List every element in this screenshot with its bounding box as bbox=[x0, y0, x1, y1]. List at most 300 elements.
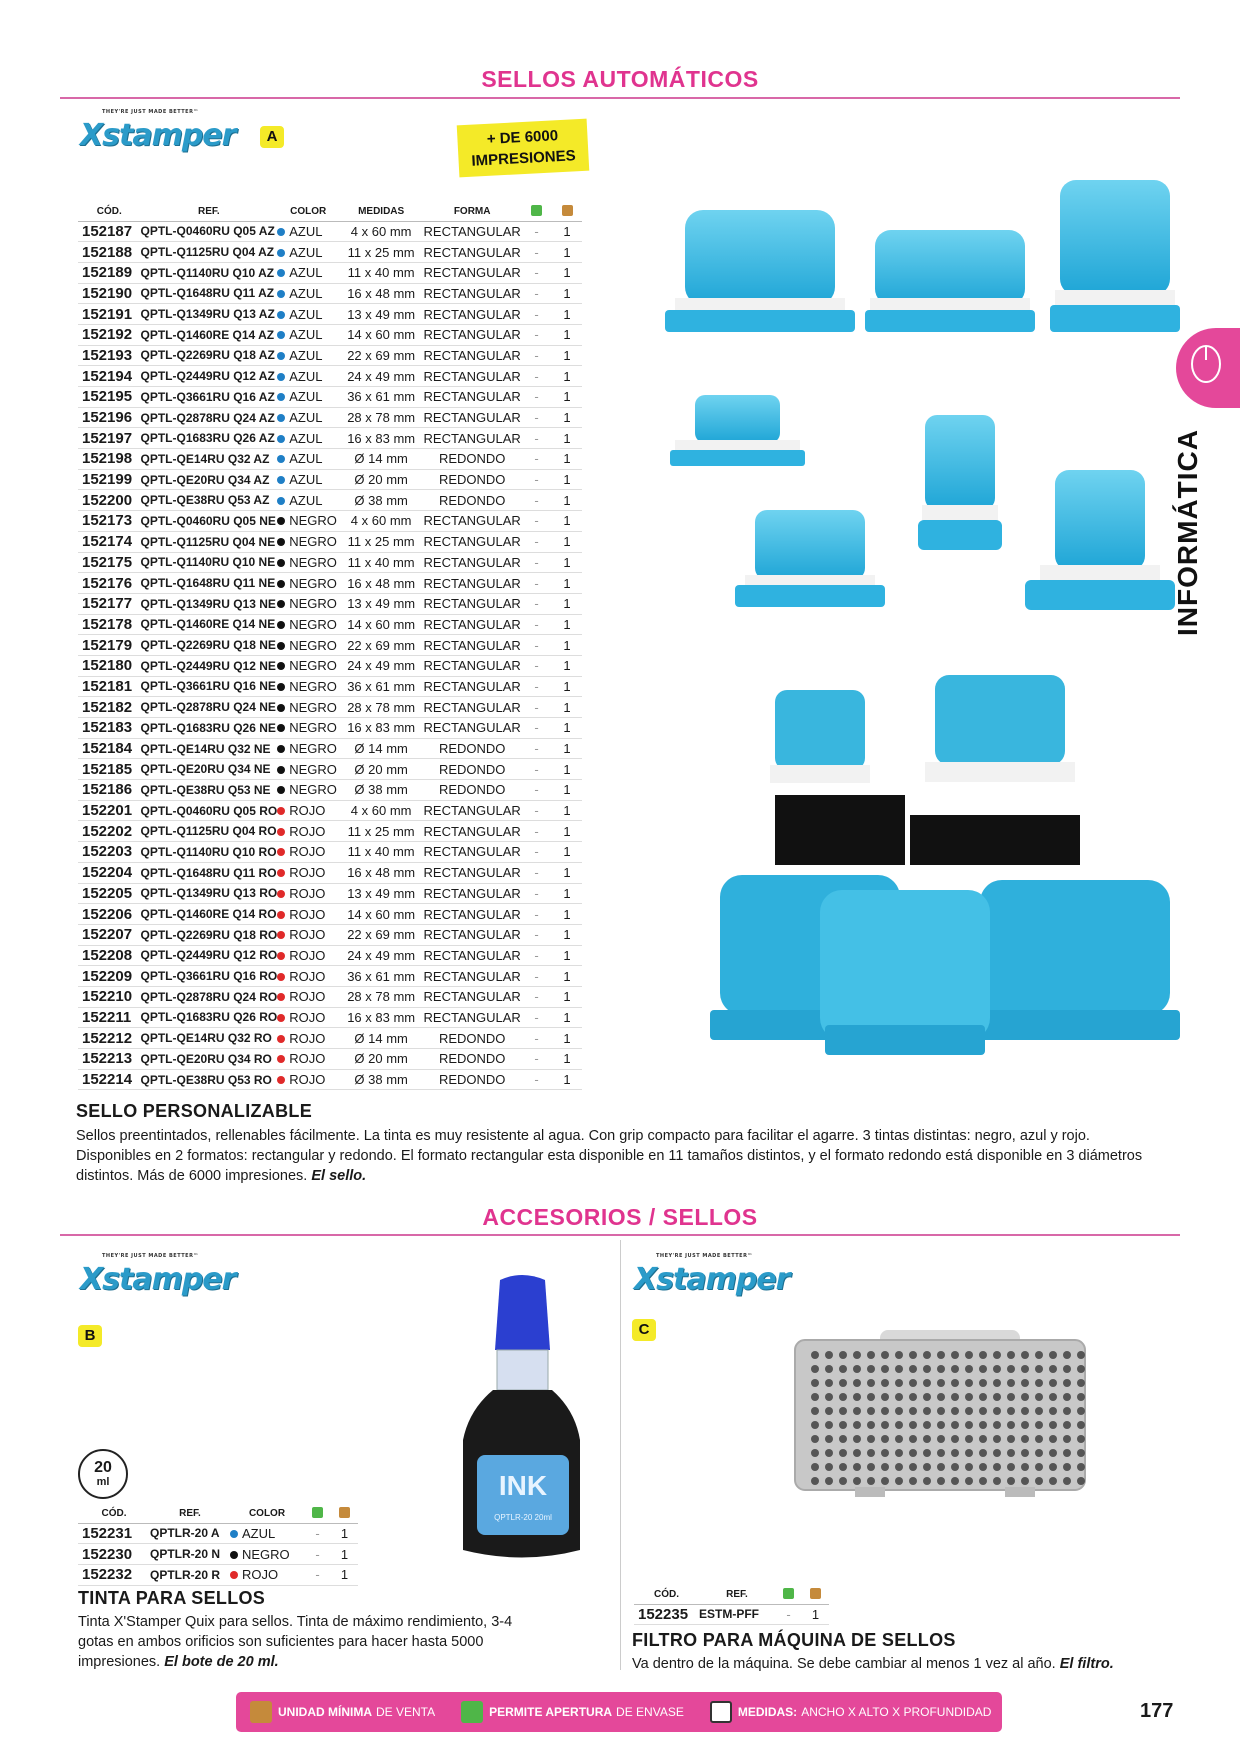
ref-cell: QPTL-Q1648RU Q11 NE bbox=[141, 573, 278, 594]
cod-cell: 152181 bbox=[78, 676, 141, 697]
legend-medidas: MEDIDAS: ANCHO X ALTO X PROFUNDIDAD bbox=[710, 1701, 992, 1723]
cod-cell: 152193 bbox=[78, 345, 141, 366]
apertura-cell: - bbox=[521, 1028, 552, 1049]
medidas-cell: 36 x 61 mm bbox=[339, 676, 423, 697]
cod-cell: 152208 bbox=[78, 945, 141, 966]
ref-cell: QPTLR-20 N bbox=[150, 1544, 230, 1565]
ref-cell: QPTL-QE38RU Q53 RO bbox=[141, 1069, 278, 1090]
forma-cell: RECTANGULAR bbox=[423, 531, 521, 552]
medidas-cell: Ø 14 mm bbox=[339, 1028, 423, 1049]
ref-cell: QPTL-Q1140RU Q10 NE bbox=[141, 552, 278, 573]
cod-cell: 152182 bbox=[78, 697, 141, 718]
cod-cell: 152195 bbox=[78, 387, 141, 408]
apertura-cell: - bbox=[521, 800, 552, 821]
apertura-cell: - bbox=[521, 531, 552, 552]
forma-cell: RECTANGULAR bbox=[423, 552, 521, 573]
ref-cell: QPTL-Q1683RU Q26 AZ bbox=[141, 428, 278, 449]
table-row bbox=[78, 490, 582, 511]
forma-cell: RECTANGULAR bbox=[423, 821, 521, 842]
tinta-table bbox=[78, 1505, 358, 1586]
tinta-description: Tinta X'Stamper Quix para sellos. Tinta de máximo rendimiento, 3-4 gotas en ambos orificios son suficientes para hacer hasta 5000 impresiones. El bote de 20 ml. bbox=[78, 1614, 513, 1670]
cod-cell: 152235 bbox=[634, 1604, 699, 1625]
forma-cell: RECTANGULAR bbox=[423, 862, 521, 883]
medidas-cell: Ø 14 mm bbox=[339, 738, 423, 759]
forma-cell: RECTANGULAR bbox=[423, 718, 521, 739]
table-row bbox=[78, 283, 582, 304]
unidad-cell: 1 bbox=[552, 221, 582, 242]
color-dot-icon bbox=[230, 1530, 238, 1538]
table-row bbox=[78, 573, 582, 594]
color-dot-icon bbox=[277, 1076, 285, 1084]
section-divider bbox=[60, 1234, 1180, 1236]
color-dot-icon bbox=[277, 869, 285, 877]
medidas-cell: 22 x 69 mm bbox=[339, 924, 423, 945]
forma-cell: RECTANGULAR bbox=[423, 573, 521, 594]
table-row bbox=[78, 1544, 358, 1565]
unidad-cell: 1 bbox=[552, 407, 582, 428]
table-row bbox=[78, 635, 582, 656]
filtro-title: FILTRO PARA MÁQUINA DE SELLOS bbox=[632, 1630, 956, 1650]
medidas-cell: Ø 38 mm bbox=[339, 1069, 423, 1090]
ref-cell: QPTL-Q1460RE Q14 RO bbox=[141, 904, 278, 925]
unidad-cell: 1 bbox=[552, 842, 582, 863]
forma-cell: REDONDO bbox=[423, 759, 521, 780]
color-dot-icon bbox=[277, 745, 285, 753]
color-dot-icon bbox=[277, 249, 285, 257]
col-header-ref: REF. bbox=[699, 1586, 775, 1604]
color-dot-icon bbox=[277, 352, 285, 360]
cod-cell: 152197 bbox=[78, 428, 141, 449]
forma-cell: RECTANGULAR bbox=[423, 904, 521, 925]
color-dot-icon bbox=[277, 455, 285, 463]
apertura-cell: - bbox=[521, 262, 552, 283]
color-cell: AZUL bbox=[277, 490, 339, 511]
box-icon bbox=[250, 1701, 272, 1723]
color-dot-icon bbox=[230, 1571, 238, 1579]
color-cell: AZUL bbox=[277, 242, 339, 263]
unidad-cell: 1 bbox=[552, 531, 582, 552]
medidas-cell: 16 x 48 mm bbox=[339, 283, 423, 304]
table-row bbox=[78, 862, 582, 883]
color-cell: AZUL bbox=[277, 324, 339, 345]
color-cell: ROJO bbox=[277, 800, 339, 821]
table-row bbox=[78, 449, 582, 470]
color-dot-icon bbox=[277, 497, 285, 505]
color-cell: ROJO bbox=[277, 924, 339, 945]
color-cell: NEGRO bbox=[230, 1544, 304, 1565]
ref-cell: QPTL-Q1349RU Q13 RO bbox=[141, 883, 278, 904]
table-row bbox=[78, 262, 582, 283]
color-cell: NEGRO bbox=[277, 718, 339, 739]
medidas-cell: 11 x 40 mm bbox=[339, 842, 423, 863]
unidad-cell: 1 bbox=[552, 552, 582, 573]
medidas-cell: 4 x 60 mm bbox=[339, 221, 423, 242]
col-header-color: COLOR bbox=[277, 203, 339, 221]
forma-cell: REDONDO bbox=[423, 1049, 521, 1070]
tinta-title: TINTA PARA SELLOS bbox=[78, 1588, 266, 1608]
cod-cell: 152180 bbox=[78, 655, 141, 676]
unidad-cell: 1 bbox=[552, 759, 582, 780]
medidas-cell: 16 x 83 mm bbox=[339, 428, 423, 449]
cod-cell: 152178 bbox=[78, 614, 141, 635]
promo-badge: + DE 6000 IMPRESIONES bbox=[457, 119, 590, 178]
forma-cell: RECTANGULAR bbox=[423, 221, 521, 242]
table-row bbox=[78, 986, 582, 1007]
ref-cell: QPTLR-20 R bbox=[150, 1564, 230, 1585]
unidad-cell: 1 bbox=[331, 1564, 358, 1585]
table-row bbox=[78, 345, 582, 366]
col-header-ref: REF. bbox=[141, 203, 278, 221]
forma-cell: REDONDO bbox=[423, 780, 521, 801]
color-dot-icon bbox=[277, 931, 285, 939]
color-cell: AZUL bbox=[277, 345, 339, 366]
cod-cell: 152188 bbox=[78, 242, 141, 263]
apertura-cell: - bbox=[521, 345, 552, 366]
xstamper-logo: THEY'RE JUST MADE BETTER™ Xstamper bbox=[634, 1253, 790, 1297]
cod-cell: 152204 bbox=[78, 862, 141, 883]
unidad-cell: 1 bbox=[802, 1604, 829, 1625]
unidad-cell: 1 bbox=[552, 511, 582, 532]
apertura-cell: - bbox=[521, 718, 552, 739]
unidad-cell: 1 bbox=[552, 697, 582, 718]
medidas-cell: 11 x 25 mm bbox=[339, 531, 423, 552]
table-row bbox=[78, 738, 582, 759]
cod-cell: 152173 bbox=[78, 511, 141, 532]
unidad-cell: 1 bbox=[552, 242, 582, 263]
apertura-cell: - bbox=[521, 324, 552, 345]
medidas-cell: 24 x 49 mm bbox=[339, 655, 423, 676]
color-dot-icon bbox=[277, 414, 285, 422]
medidas-cell: 36 x 61 mm bbox=[339, 387, 423, 408]
ref-cell: QPTL-Q0460RU Q05 NE bbox=[141, 511, 278, 532]
measure-icon bbox=[710, 1701, 732, 1723]
unidad-cell: 1 bbox=[552, 800, 582, 821]
unidad-cell: 1 bbox=[552, 862, 582, 883]
unidad-cell: 1 bbox=[552, 883, 582, 904]
legend-unidad-minima: UNIDAD MÍNIMA DE VENTA bbox=[250, 1701, 435, 1723]
ink-bottle-image bbox=[455, 1270, 590, 1560]
stamps-product-image bbox=[660, 170, 1180, 630]
filter-image bbox=[790, 1325, 1090, 1505]
unidad-cell: 1 bbox=[552, 428, 582, 449]
apertura-cell: - bbox=[521, 614, 552, 635]
permite-apertura-icon bbox=[775, 1586, 802, 1604]
cod-cell: 152200 bbox=[78, 490, 141, 511]
medidas-cell: 11 x 25 mm bbox=[339, 242, 423, 263]
ref-cell: QPTL-QE20RU Q34 RO bbox=[141, 1049, 278, 1070]
sellos-table bbox=[78, 203, 582, 1090]
col-header-cod: CÓD. bbox=[634, 1586, 699, 1604]
color-dot-icon bbox=[277, 973, 285, 981]
apertura-cell: - bbox=[521, 511, 552, 532]
col-header-cod: CÓD. bbox=[78, 1505, 150, 1523]
col-header-forma: FORMA bbox=[423, 203, 521, 221]
unidad-minima-icon bbox=[331, 1505, 358, 1523]
table-row bbox=[78, 945, 582, 966]
unidad-minima-icon bbox=[802, 1586, 829, 1604]
apertura-cell: - bbox=[521, 221, 552, 242]
forma-cell: RECTANGULAR bbox=[423, 283, 521, 304]
ref-cell: QPTL-QE14RU Q32 AZ bbox=[141, 449, 278, 470]
permite-apertura-icon bbox=[521, 203, 552, 221]
unidad-cell: 1 bbox=[552, 304, 582, 325]
color-dot-icon bbox=[277, 993, 285, 1001]
apertura-cell: - bbox=[521, 490, 552, 511]
cod-cell: 152184 bbox=[78, 738, 141, 759]
cod-cell: 152183 bbox=[78, 718, 141, 739]
unidad-cell: 1 bbox=[552, 655, 582, 676]
medidas-cell: 13 x 49 mm bbox=[339, 883, 423, 904]
color-dot-icon bbox=[277, 1055, 285, 1063]
unidad-cell: 1 bbox=[552, 986, 582, 1007]
forma-cell: RECTANGULAR bbox=[423, 511, 521, 532]
color-dot-icon bbox=[277, 890, 285, 898]
forma-cell: RECTANGULAR bbox=[423, 676, 521, 697]
cod-cell: 152191 bbox=[78, 304, 141, 325]
stamps-group-photo bbox=[700, 665, 1180, 1065]
unidad-cell: 1 bbox=[552, 324, 582, 345]
unidad-cell: 1 bbox=[552, 469, 582, 490]
table-row bbox=[78, 676, 582, 697]
unidad-cell: 1 bbox=[331, 1523, 358, 1544]
color-dot-icon bbox=[277, 228, 285, 236]
cod-cell: 152205 bbox=[78, 883, 141, 904]
table-row bbox=[78, 511, 582, 532]
bottle-label: INK bbox=[498, 1470, 548, 1501]
forma-cell: RECTANGULAR bbox=[423, 387, 521, 408]
cod-cell: 152199 bbox=[78, 469, 141, 490]
ref-cell: QPTL-Q1648RU Q11 AZ bbox=[141, 283, 278, 304]
table-row bbox=[78, 821, 582, 842]
apertura-cell: - bbox=[521, 862, 552, 883]
ref-cell: QPTL-Q1349RU Q13 NE bbox=[141, 593, 278, 614]
medidas-cell: 14 x 60 mm bbox=[339, 324, 423, 345]
medidas-cell: 11 x 25 mm bbox=[339, 821, 423, 842]
color-cell: ROJO bbox=[277, 904, 339, 925]
unidad-cell: 1 bbox=[552, 1049, 582, 1070]
color-cell: NEGRO bbox=[277, 511, 339, 532]
section-title-accesorios: ACCESORIOS / SELLOS bbox=[482, 1204, 758, 1230]
table-row bbox=[78, 304, 582, 325]
ref-cell: QPTL-Q2269RU Q18 NE bbox=[141, 635, 278, 656]
unidad-cell: 1 bbox=[552, 387, 582, 408]
color-dot-icon bbox=[277, 786, 285, 794]
apertura-cell: - bbox=[304, 1523, 331, 1544]
ref-cell: QPTL-QE14RU Q32 NE bbox=[141, 738, 278, 759]
color-cell: NEGRO bbox=[277, 738, 339, 759]
color-dot-icon bbox=[277, 704, 285, 712]
forma-cell: RECTANGULAR bbox=[423, 345, 521, 366]
cod-cell: 152192 bbox=[78, 324, 141, 345]
color-cell: AZUL bbox=[277, 221, 339, 242]
ref-cell: QPTL-Q3661RU Q16 AZ bbox=[141, 387, 278, 408]
color-dot-icon bbox=[277, 952, 285, 960]
unidad-cell: 1 bbox=[552, 1069, 582, 1090]
forma-cell: RECTANGULAR bbox=[423, 800, 521, 821]
color-cell: NEGRO bbox=[277, 697, 339, 718]
color-dot-icon bbox=[277, 559, 285, 567]
color-dot-icon bbox=[277, 393, 285, 401]
forma-cell: REDONDO bbox=[423, 738, 521, 759]
table-row bbox=[78, 593, 582, 614]
apertura-cell: - bbox=[521, 407, 552, 428]
color-cell: ROJO bbox=[277, 821, 339, 842]
color-cell: AZUL bbox=[277, 283, 339, 304]
informatica-tab bbox=[1176, 328, 1240, 408]
open-box-icon bbox=[461, 1701, 483, 1723]
ref-cell: QPTL-Q1140RU Q10 RO bbox=[141, 842, 278, 863]
apertura-cell: - bbox=[304, 1544, 331, 1565]
unidad-cell: 1 bbox=[552, 593, 582, 614]
medidas-cell: 13 x 49 mm bbox=[339, 304, 423, 325]
unidad-cell: 1 bbox=[552, 676, 582, 697]
ref-cell: QPTL-Q2449RU Q12 RO bbox=[141, 945, 278, 966]
unidad-cell: 1 bbox=[552, 573, 582, 594]
xstamper-logo: THEY'RE JUST MADE BETTER™ Xstamper bbox=[80, 109, 236, 153]
medidas-cell: 28 x 78 mm bbox=[339, 697, 423, 718]
unidad-cell: 1 bbox=[552, 924, 582, 945]
apertura-cell: - bbox=[521, 883, 552, 904]
unidad-cell: 1 bbox=[552, 366, 582, 387]
color-cell: ROJO bbox=[277, 966, 339, 987]
sello-description: Sellos preentintados, rellenables fácilmente. La tinta es muy resistente al agua. Con grip compacto para facilitar el agarre. 3 tintas distintas: negro, azul y rojo. Disponibles en 2 formatos: rectangular y redondo. El formato rectangular esta disponible en 11 tamaños distintos, y el formato redondo está disponible en 3 diámetros distintos. Más de 6000 impresiones. El sello. bbox=[76, 1128, 1143, 1184]
cod-cell: 152211 bbox=[78, 1007, 141, 1028]
table-row bbox=[78, 366, 582, 387]
ref-cell: QPTL-Q1460RE Q14 AZ bbox=[141, 324, 278, 345]
color-cell: ROJO bbox=[277, 1028, 339, 1049]
color-dot-icon bbox=[277, 373, 285, 381]
forma-cell: RECTANGULAR bbox=[423, 655, 521, 676]
table-row bbox=[78, 531, 582, 552]
color-dot-icon bbox=[277, 600, 285, 608]
unidad-cell: 1 bbox=[552, 718, 582, 739]
computer-mouse-icon bbox=[1176, 328, 1240, 408]
forma-cell: RECTANGULAR bbox=[423, 883, 521, 904]
ref-cell: QPTL-QE20RU Q34 NE bbox=[141, 759, 278, 780]
cod-cell: 152196 bbox=[78, 407, 141, 428]
table-row bbox=[78, 324, 582, 345]
color-dot-icon bbox=[277, 538, 285, 546]
table-row bbox=[78, 1028, 582, 1049]
color-dot-icon bbox=[277, 269, 285, 277]
unidad-cell: 1 bbox=[552, 904, 582, 925]
medidas-cell: Ø 20 mm bbox=[339, 469, 423, 490]
legend-permite-apertura: PERMITE APERTURA DE ENVASE bbox=[461, 1701, 684, 1723]
color-cell: NEGRO bbox=[277, 593, 339, 614]
apertura-cell: - bbox=[521, 738, 552, 759]
color-dot-icon bbox=[277, 724, 285, 732]
apertura-cell: - bbox=[521, 428, 552, 449]
ref-cell: QPTL-QE38RU Q53 AZ bbox=[141, 490, 278, 511]
table-row bbox=[78, 242, 582, 263]
color-cell: NEGRO bbox=[277, 531, 339, 552]
medidas-cell: 28 x 78 mm bbox=[339, 407, 423, 428]
medidas-cell: 13 x 49 mm bbox=[339, 593, 423, 614]
table-row bbox=[78, 469, 582, 490]
ref-cell: QPTL-Q1125RU Q04 AZ bbox=[141, 242, 278, 263]
color-cell: ROJO bbox=[277, 1069, 339, 1090]
table-row bbox=[78, 842, 582, 863]
ref-cell: QPTLR-20 A bbox=[150, 1523, 230, 1544]
apertura-cell: - bbox=[521, 469, 552, 490]
apertura-cell: - bbox=[521, 573, 552, 594]
unidad-cell: 1 bbox=[552, 780, 582, 801]
color-cell: ROJO bbox=[277, 1049, 339, 1070]
color-cell: AZUL bbox=[277, 469, 339, 490]
ref-cell: QPTL-Q1125RU Q04 NE bbox=[141, 531, 278, 552]
apertura-cell: - bbox=[521, 924, 552, 945]
table-row bbox=[78, 924, 582, 945]
cod-cell: 152190 bbox=[78, 283, 141, 304]
forma-cell: RECTANGULAR bbox=[423, 924, 521, 945]
ref-cell: QPTL-Q1140RU Q10 AZ bbox=[141, 262, 278, 283]
color-dot-icon bbox=[277, 331, 285, 339]
ref-cell: QPTL-Q2269RU Q18 AZ bbox=[141, 345, 278, 366]
medidas-cell: Ø 38 mm bbox=[339, 780, 423, 801]
volume-badge: 20 ml bbox=[78, 1449, 128, 1499]
col-header-color: COLOR bbox=[230, 1505, 304, 1523]
apertura-cell: - bbox=[521, 1049, 552, 1070]
ref-cell: QPTL-Q0460RU Q05 RO bbox=[141, 800, 278, 821]
unidad-cell: 1 bbox=[552, 1007, 582, 1028]
apertura-cell: - bbox=[521, 676, 552, 697]
color-cell: NEGRO bbox=[277, 655, 339, 676]
color-cell: ROJO bbox=[277, 842, 339, 863]
column-divider bbox=[620, 1240, 621, 1670]
cod-cell: 152187 bbox=[78, 221, 141, 242]
color-dot-icon bbox=[277, 766, 285, 774]
table-row bbox=[78, 428, 582, 449]
ref-cell: QPTL-QE38RU Q53 NE bbox=[141, 780, 278, 801]
section-divider bbox=[60, 97, 1180, 99]
apertura-cell: - bbox=[521, 697, 552, 718]
table-row bbox=[78, 1523, 358, 1544]
bottle-sublabel: QPTLR-20 20ml bbox=[494, 1513, 552, 1522]
color-cell: NEGRO bbox=[277, 635, 339, 656]
forma-cell: RECTANGULAR bbox=[423, 966, 521, 987]
color-cell: ROJO bbox=[277, 883, 339, 904]
medidas-cell: 14 x 60 mm bbox=[339, 614, 423, 635]
table-row bbox=[78, 655, 582, 676]
apertura-cell: - bbox=[521, 1007, 552, 1028]
medidas-cell: 11 x 40 mm bbox=[339, 552, 423, 573]
apertura-cell: - bbox=[775, 1604, 802, 1625]
forma-cell: RECTANGULAR bbox=[423, 986, 521, 1007]
cod-cell: 152175 bbox=[78, 552, 141, 573]
medidas-cell: 22 x 69 mm bbox=[339, 345, 423, 366]
color-dot-icon bbox=[277, 848, 285, 856]
color-cell: NEGRO bbox=[277, 780, 339, 801]
color-cell: NEGRO bbox=[277, 552, 339, 573]
medidas-cell: 16 x 83 mm bbox=[339, 1007, 423, 1028]
cod-cell: 152189 bbox=[78, 262, 141, 283]
forma-cell: REDONDO bbox=[423, 449, 521, 470]
apertura-cell: - bbox=[521, 1069, 552, 1090]
medidas-cell: 16 x 48 mm bbox=[339, 862, 423, 883]
medidas-cell: 16 x 48 mm bbox=[339, 573, 423, 594]
apertura-cell: - bbox=[521, 759, 552, 780]
ref-cell: QPTL-Q2269RU Q18 RO bbox=[141, 924, 278, 945]
medidas-cell: Ø 20 mm bbox=[339, 759, 423, 780]
apertura-cell: - bbox=[521, 780, 552, 801]
color-cell: NEGRO bbox=[277, 676, 339, 697]
color-cell: AZUL bbox=[230, 1523, 304, 1544]
color-cell: AZUL bbox=[277, 428, 339, 449]
cod-cell: 152206 bbox=[78, 904, 141, 925]
color-dot-icon bbox=[277, 911, 285, 919]
forma-cell: RECTANGULAR bbox=[423, 428, 521, 449]
forma-cell: RECTANGULAR bbox=[423, 242, 521, 263]
